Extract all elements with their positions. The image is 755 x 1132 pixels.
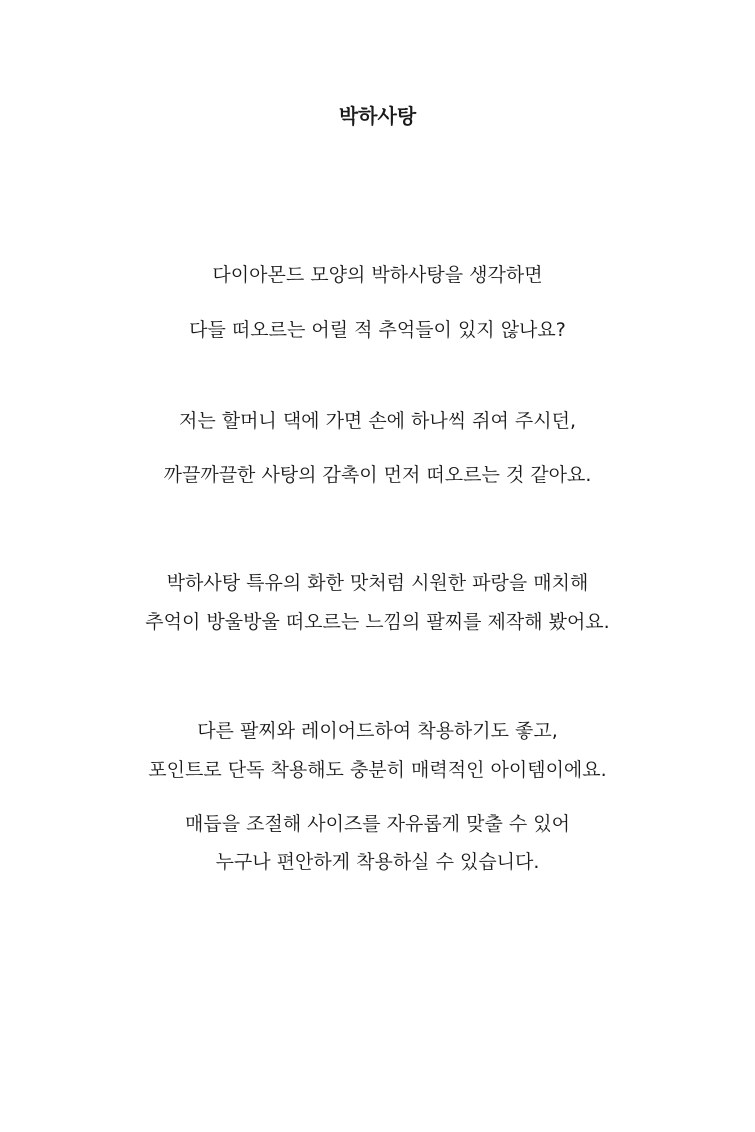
- paragraph-4-line-2: 포인트로 단독 착용해도 충분히 매력적인 아이템이에요.: [148, 759, 607, 781]
- paragraph-5-line-1: 매듭을 조절해 사이즈를 자유롭게 맞출 수 있어: [185, 813, 570, 835]
- paragraph-2-line-1: 저는 할머니 댁에 가면 손에 하나씩 쥐여 주시던,: [178, 410, 577, 432]
- paragraph-4-line-1: 다른 팔찌와 레이어드하여 착용하기도 좋고,: [197, 720, 558, 742]
- paragraph-1-line-1: 다이아몬드 모양의 박하사탕을 생각하면: [212, 264, 543, 286]
- paragraph-1-line-2: 다들 떠오르는 어릴 적 추억들이 있지 않나요?: [189, 319, 566, 341]
- paragraph-5-line-2: 누구나 편안하게 착용하실 수 있습니다.: [215, 851, 540, 873]
- paragraph-3-line-2: 추억이 방울방울 떠오르는 느낌의 팔찌를 제작해 봤어요.: [145, 611, 610, 633]
- page-title: 박하사탕: [338, 104, 417, 128]
- paragraph-2-line-2: 까끌까끌한 사탕의 감촉이 먼저 떠오르는 것 같아요.: [163, 464, 592, 486]
- paragraph-3-line-1: 박하사탕 특유의 화한 맛처럼 시원한 파랑을 매치해: [166, 572, 589, 594]
